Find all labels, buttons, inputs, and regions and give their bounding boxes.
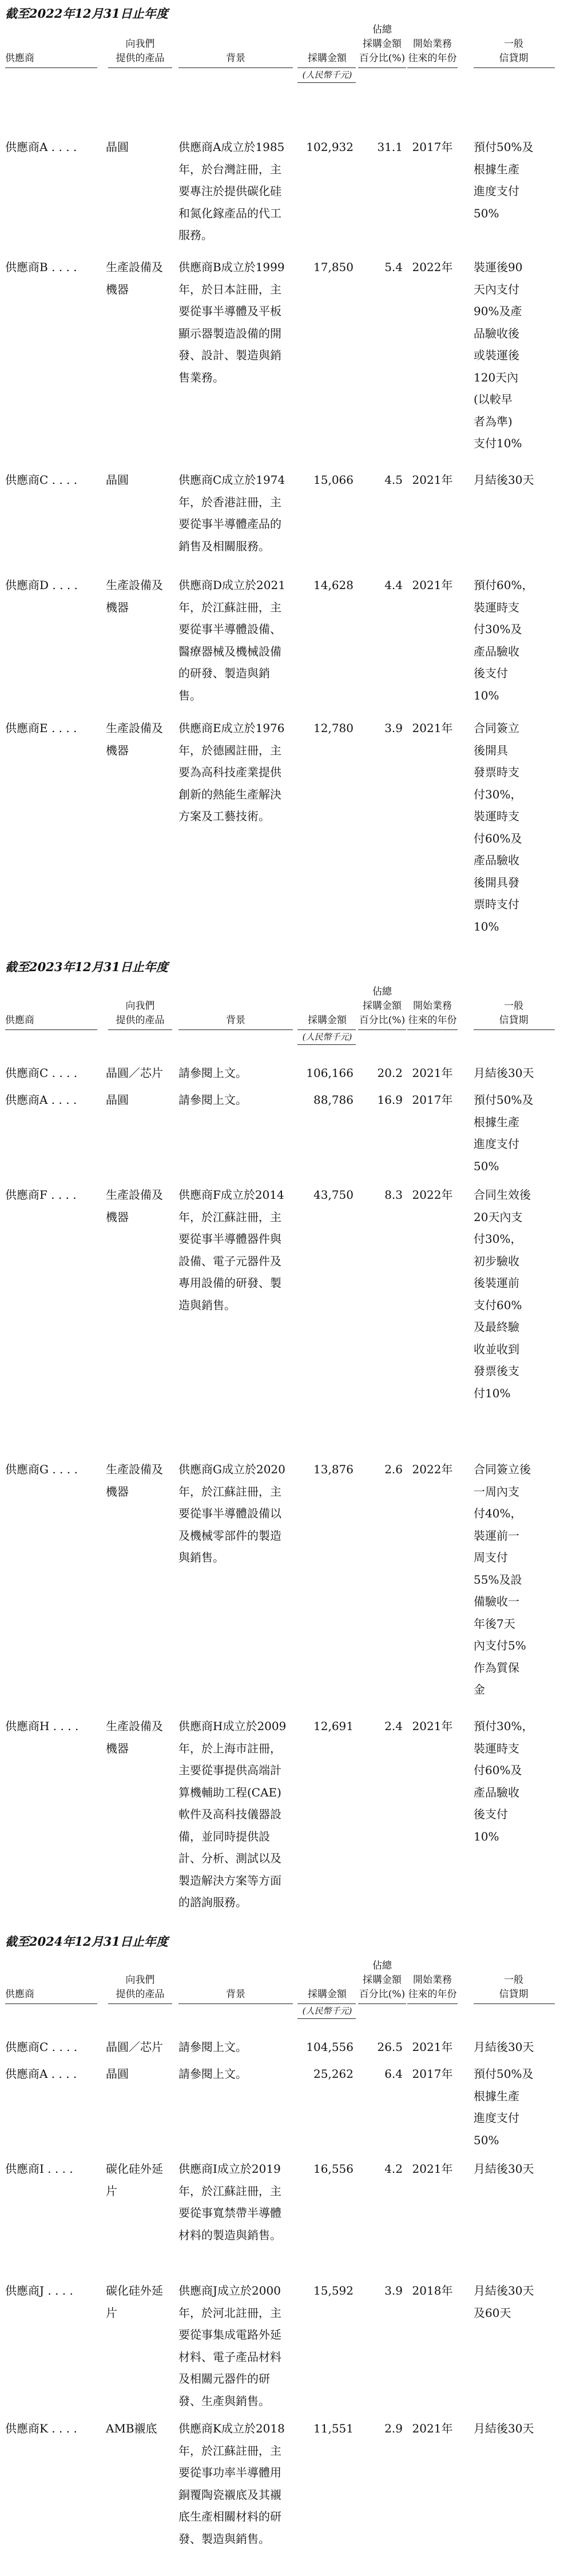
purchase-amount: 11,551 (313, 2422, 353, 2435)
supplier-name: 供應商I . . . . (5, 2162, 73, 2176)
background-line: 的研發、製造與銷 (178, 666, 270, 680)
background-line: 年，於河北註冊，主 (178, 2305, 281, 2320)
supplier-name: 供應商B . . . . (5, 260, 77, 274)
purchase-pct: 6.4 (384, 2067, 403, 2081)
background-line: 及機械零部件的製造 (178, 1528, 281, 1543)
background-line: 年，於德國註冊，主 (178, 743, 281, 757)
background-line: 備，並同時提供設 (178, 1829, 270, 1843)
credit-term-line: 產品驗收 (474, 1785, 519, 1799)
start-year: 2021年 (412, 578, 453, 592)
header-year-line: 往來的年份 (408, 1989, 457, 2000)
header-background: 背景 (226, 53, 245, 64)
credit-term-line: 合同簽立 (474, 721, 519, 735)
credit-term-line: 根據生產 (474, 1115, 519, 1129)
background-line: 年，於江蘇註冊，主 (178, 1210, 281, 1224)
background-line: 及相關元器件的研 (178, 2372, 270, 2386)
header-rule (407, 2003, 458, 2004)
supplier-name: 供應商C . . . . (5, 1066, 78, 1080)
header-purchase: 採購金額 (308, 1989, 347, 2000)
purchase-pct: 26.5 (377, 2040, 403, 2054)
background-line: 要從事半導體器件與 (178, 1232, 281, 1246)
background-line: 創新的熱能生產解決 (178, 787, 281, 801)
background-line: 底生產相關材料的研 (178, 2510, 281, 2523)
background-line: 方案及工藝技術。 (178, 809, 270, 823)
header-background: 背景 (226, 1989, 245, 2000)
header-purchase: 採購金額 (308, 1015, 347, 1026)
credit-term-line: 進度支付 (474, 1137, 519, 1151)
header-pct-line: 佔總 (372, 1960, 392, 1971)
credit-term-line: 付30%及 (474, 622, 522, 636)
supplier-name: 供應商J . . . . (5, 2284, 73, 2297)
credit-term-line: 進度支付 (474, 2111, 519, 2125)
start-year: 2021年 (412, 2162, 453, 2176)
background-line: 請參閱上文。 (178, 2067, 247, 2081)
header-product-line: 向我們 (125, 38, 155, 50)
header-pct-line: 百分比(%) (359, 53, 406, 64)
credit-term-line: 收並收到 (474, 1342, 519, 1356)
credit-term-line: 備驗收一 (474, 1595, 519, 1608)
supplier-name: 供應商A . . . . (5, 2067, 77, 2081)
background-line: 要專注於提供碳化硅 (178, 184, 281, 198)
product-line: 機器 (106, 1484, 129, 1498)
credit-term-line: 合同生效後 (474, 1188, 531, 1202)
credit-term-line: 內支付5% (474, 1639, 526, 1652)
background-line: 供應商C成立於1974 (178, 473, 285, 487)
header-supplier: 供應商 (5, 1015, 34, 1026)
background-line: 材料的製造與銷售。 (178, 2228, 281, 2242)
supplier-name: 供應商K . . . . (5, 2422, 77, 2435)
background-line: 銅覆陶瓷襯底及其襯 (178, 2487, 281, 2502)
header-rule (178, 1029, 293, 1030)
background-line: 要從事半導體產品的 (178, 517, 281, 531)
product-line: AMB襯底 (106, 2422, 157, 2435)
background-line: 要從事半導體設備、 (178, 622, 281, 636)
background-line: 售。 (178, 688, 201, 702)
credit-term-line: 根據生產 (474, 2089, 519, 2103)
background-line: 年，於日本註冊，主 (178, 282, 281, 296)
header-product-line: 向我們 (125, 1000, 155, 1012)
background-line: 年，於江蘇註冊，主 (178, 2184, 281, 2198)
background-line: 供應商G成立於2020 (178, 1462, 285, 1476)
header-product-line: 提供的產品 (116, 53, 165, 64)
credit-term-line: 支付10% (474, 436, 522, 450)
product-line: 機器 (106, 1741, 129, 1755)
product-line: 晶圓／芯片 (106, 1066, 163, 1080)
credit-term-line: 及最終驗 (474, 1320, 519, 1334)
purchase-amount: 16,556 (313, 2162, 353, 2176)
header-credit-line: 信貸期 (499, 53, 529, 64)
start-year: 2021年 (412, 2040, 453, 2054)
supplier-name: 供應商C . . . . (5, 2040, 78, 2054)
header-rule (5, 2003, 97, 2004)
credit-term-line: 20天內支 (474, 1210, 523, 1224)
background-line: 供應商I成立於2019 (178, 2162, 281, 2176)
supplier-name: 供應商E . . . . (5, 721, 77, 735)
purchase-amount: 15,592 (313, 2284, 353, 2297)
supplier-name: 供應商A . . . . (5, 140, 77, 154)
credit-term-line: 後支付 (474, 1807, 508, 1821)
background-line: 年，於江蘇註冊，主 (178, 600, 281, 614)
credit-term-line: 預付60%， (474, 578, 534, 592)
background-line: 供應商J成立於2000 (178, 2284, 281, 2297)
product-line: 晶圓 (106, 1093, 129, 1107)
start-year: 2021年 (412, 1719, 453, 1733)
supplier-name: 供應商H . . . . (5, 1719, 79, 1733)
background-line: 要為高科技產業提供 (178, 765, 281, 779)
credit-term-line: 月結後30天 (474, 473, 534, 487)
credit-term-line: 進度支付 (474, 184, 519, 198)
background-line: 發、製造與銷售。 (178, 2531, 270, 2546)
credit-term-line: 月結後30天 (474, 2422, 534, 2435)
supplier-name: 供應商C . . . . (5, 473, 78, 487)
purchase-amount: 25,262 (313, 2067, 353, 2081)
credit-term-line: 付10% (474, 1386, 511, 1400)
background-line: 供應商A成立於1985 (178, 140, 285, 154)
credit-term-line: 預付30%， (474, 1719, 534, 1733)
header-unit-note: (人民幣千元) (302, 70, 352, 80)
credit-term-line: 後開具發 (474, 875, 519, 889)
purchase-amount: 88,786 (313, 1093, 353, 1107)
section-title: 截至2024年12月31日止年度 (5, 1934, 168, 1949)
header-product-line: 提供的產品 (116, 1015, 165, 1026)
credit-term-line: 品驗收後 (474, 326, 519, 340)
background-line: 要從事功率半導體用 (178, 2466, 281, 2479)
background-line: 發、設計、製造與銷 (178, 348, 281, 362)
credit-term-line: 天內支付 (474, 282, 519, 296)
purchase-amount: 12,691 (313, 1719, 353, 1733)
credit-term-line: 120天內 (474, 370, 519, 384)
header-rule (407, 67, 458, 68)
background-line: 年，於上海市註冊， (178, 1741, 281, 1755)
credit-term-line: 月結後30天 (474, 1066, 534, 1080)
start-year: 2022年 (412, 260, 453, 274)
credit-term-line: 裝運時支 (474, 809, 519, 823)
header-rule (108, 2003, 172, 2004)
background-line: 軟件及高科技儀器設 (178, 1807, 281, 1821)
header-rule (297, 1029, 356, 1030)
header-rule (108, 1029, 172, 1030)
header-rule (178, 67, 293, 68)
background-line: 供應商F成立於2014 (178, 1188, 284, 1202)
background-line: 要從事半導體及平板 (178, 304, 281, 318)
background-line: 請參閱上文。 (178, 1093, 247, 1107)
header-pct-line: 百分比(%) (359, 1989, 406, 2000)
credit-term-line: 者為準) (474, 414, 513, 428)
supplier-name: 供應商G . . . . (5, 1462, 78, 1476)
header-product-line: 向我們 (125, 1974, 155, 1986)
start-year: 2022年 (412, 1462, 453, 1476)
header-purchase: 採購金額 (308, 53, 347, 64)
purchase-amount: 15,066 (313, 473, 353, 487)
credit-term-line: 或裝運後 (474, 348, 519, 362)
product-line: 機器 (106, 743, 129, 757)
credit-term-line: 後開具 (474, 743, 508, 757)
supplier-name: 供應商A . . . . (5, 1093, 77, 1107)
background-line: 要從事集成電路外延 (178, 2328, 281, 2342)
background-line: 材料、電子產品材料 (178, 2350, 281, 2364)
credit-term-line: 月結後30天 (474, 2284, 534, 2297)
purchase-amount: 106,166 (306, 1066, 353, 1080)
product-line: 機器 (106, 600, 129, 614)
credit-term-line: 產品驗收 (474, 644, 519, 658)
header-product-line: 提供的產品 (116, 1989, 165, 2000)
unit-rule (297, 1044, 356, 1045)
credit-term-line: 50% (474, 1159, 499, 1173)
background-line: 主要從事提供高端計 (178, 1763, 281, 1777)
purchase-pct: 20.2 (377, 1066, 403, 1080)
background-line: 年，於江蘇註冊，主 (178, 1484, 281, 1498)
credit-term-line: 10% (474, 688, 499, 702)
purchase-pct: 2.6 (384, 1462, 403, 1476)
product-line: 碳化硅外延 (106, 2284, 163, 2297)
unit-rule (297, 82, 356, 83)
background-line: 造與銷售。 (178, 1298, 236, 1312)
header-rule (178, 2003, 293, 2004)
purchase-amount: 102,932 (306, 140, 353, 154)
credit-term-line: 票時支付 (474, 897, 519, 911)
supplier-name: 供應商D . . . . (5, 578, 78, 592)
header-credit-line: 一般 (504, 1000, 523, 1012)
credit-term-line: 50% (474, 206, 499, 220)
credit-term-line: 月結後30天 (474, 2162, 534, 2176)
background-line: 和氮化鎵產品的代工 (178, 206, 281, 220)
section-title: 截至2023年12月31日止年度 (5, 960, 168, 974)
credit-term-line: 付30%， (474, 1232, 522, 1246)
background-line: 供應商H成立於2009 (178, 1719, 287, 1733)
purchase-pct: 2.4 (384, 1719, 403, 1733)
product-line: 機器 (106, 1210, 129, 1224)
background-line: 計、分析、測試以及 (178, 1851, 281, 1865)
unit-rule (297, 2018, 356, 2019)
header-pct-line: 採購金額 (363, 1000, 402, 1012)
header-pct-line: 佔總 (372, 24, 392, 35)
background-line: 年，於香港註冊，主 (178, 495, 281, 509)
product-line: 生產設備及 (106, 1719, 163, 1733)
credit-term-line: (以較早 (474, 392, 513, 406)
header-rule (358, 1029, 406, 1030)
background-line: 售業務。 (178, 370, 224, 384)
background-line: 醫療器械及機械設備 (178, 644, 281, 658)
credit-term-line: 裝運時支 (474, 1741, 519, 1755)
start-year: 2021年 (412, 1066, 453, 1080)
header-pct-line: 採購金額 (363, 1974, 402, 1986)
header-credit-line: 一般 (504, 1974, 523, 1986)
credit-term-line: 發票時支 (474, 765, 519, 779)
header-background: 背景 (226, 1015, 245, 1026)
product-line: 生產設備及 (106, 1462, 163, 1476)
background-line: 顯示器製造設備的開 (178, 326, 281, 340)
credit-term-line: 付60%及 (474, 1763, 522, 1777)
credit-term-line: 及60天 (474, 2305, 511, 2320)
header-year-line: 開始業務 (413, 38, 452, 50)
product-line: 晶圓／芯片 (106, 2040, 163, 2054)
header-year-line: 開始業務 (413, 1974, 452, 1986)
credit-term-line: 10% (474, 919, 499, 933)
supplier-name: 供應商F . . . . (5, 1188, 77, 1202)
product-line: 生產設備及 (106, 1188, 163, 1202)
header-rule (474, 2003, 555, 2004)
credit-term-line: 根據生產 (474, 162, 519, 176)
product-line: 機器 (106, 282, 129, 296)
product-line: 生產設備及 (106, 721, 163, 735)
section-title: 截至2022年12月31日止年度 (5, 6, 168, 21)
product-line: 晶圓 (106, 473, 129, 487)
product-line: 片 (106, 2305, 117, 2320)
credit-term-line: 10% (474, 1829, 499, 1843)
background-line: 供應商E成立於1976 (178, 721, 285, 735)
header-rule (5, 1029, 97, 1030)
credit-term-line: 金 (474, 1683, 485, 1696)
header-year-line: 往來的年份 (408, 1015, 457, 1026)
background-line: 製造解決方案等方面 (178, 1873, 281, 1887)
purchase-pct: 4.4 (384, 578, 403, 592)
purchase-pct: 4.5 (384, 473, 403, 487)
background-line: 設備、電子元器件及 (178, 1254, 281, 1268)
start-year: 2021年 (412, 473, 453, 487)
background-line: 發、生產與銷售。 (178, 2394, 270, 2408)
background-line: 供應商B成立於1999 (178, 260, 285, 274)
credit-term-line: 付40%， (474, 1506, 522, 1520)
purchase-amount: 17,850 (313, 260, 353, 274)
product-line: 晶圓 (106, 140, 129, 154)
credit-term-line: 發票後支 (474, 1364, 519, 1378)
product-line: 生產設備及 (106, 260, 163, 274)
purchase-pct: 4.2 (384, 2162, 403, 2176)
purchase-amount: 43,750 (313, 1188, 353, 1202)
credit-term-line: 付60%及 (474, 831, 522, 845)
start-year: 2017年 (412, 140, 453, 154)
header-pct-line: 佔總 (372, 986, 392, 997)
header-rule (358, 67, 406, 68)
purchase-amount: 13,876 (313, 1462, 353, 1476)
header-rule (108, 67, 172, 68)
credit-term-line: 產品驗收 (474, 853, 519, 867)
header-rule (5, 67, 97, 68)
credit-term-line: 合同簽立後 (474, 1462, 531, 1476)
header-rule (474, 67, 555, 68)
header-supplier: 供應商 (5, 53, 34, 64)
header-unit-note: (人民幣千元) (302, 2006, 352, 2016)
credit-term-line: 後裝運前 (474, 1276, 519, 1290)
start-year: 2021年 (412, 721, 453, 735)
product-line: 晶圓 (106, 2067, 129, 2081)
credit-term-line: 預付50%及 (474, 140, 534, 154)
credit-term-line: 一周內支 (474, 1484, 519, 1498)
header-year-line: 開始業務 (413, 1000, 452, 1012)
background-line: 銷售及相關服務。 (178, 539, 270, 553)
header-rule (474, 1029, 555, 1030)
credit-term-line: 後支付 (474, 666, 508, 680)
purchase-pct: 3.9 (384, 2284, 403, 2297)
credit-term-line: 月結後30天 (474, 2040, 534, 2054)
header-credit-line: 信貸期 (499, 1015, 529, 1026)
header-rule (407, 1029, 458, 1030)
header-supplier: 供應商 (5, 1989, 34, 2000)
background-line: 供應商K成立於2018 (178, 2422, 285, 2435)
purchase-amount: 104,556 (306, 2040, 353, 2054)
credit-term-line: 50% (474, 2133, 499, 2147)
background-line: 請參閱上文。 (178, 1066, 247, 1080)
start-year: 2021年 (412, 2422, 453, 2435)
header-rule (297, 2003, 356, 2004)
background-line: 的諮詢服務。 (178, 1895, 247, 1909)
header-pct-line: 採購金額 (363, 38, 402, 50)
header-credit-line: 信貸期 (499, 1989, 529, 2000)
start-year: 2018年 (412, 2284, 453, 2297)
purchase-pct: 8.3 (384, 1188, 403, 1202)
start-year: 2022年 (412, 1188, 453, 1202)
header-year-line: 往來的年份 (408, 53, 457, 64)
start-year: 2017年 (412, 2067, 453, 2081)
credit-term-line: 裝運時支 (474, 600, 519, 614)
background-line: 與銷售。 (178, 1551, 224, 1564)
credit-term-line: 周支付 (474, 1551, 508, 1564)
credit-term-line: 預付50%及 (474, 2067, 534, 2081)
header-credit-line: 一般 (504, 38, 523, 50)
product-line: 片 (106, 2184, 117, 2198)
credit-term-line: 支付60% (474, 1298, 522, 1312)
credit-term-line: 預付50%及 (474, 1093, 534, 1107)
purchase-amount: 12,780 (313, 721, 353, 735)
credit-term-line: 作為質保 (474, 1660, 519, 1675)
purchase-pct: 5.4 (384, 260, 403, 274)
purchase-amount: 14,628 (313, 578, 353, 592)
header-unit-note: (人民幣千元) (302, 1032, 352, 1042)
header-rule (297, 67, 356, 68)
credit-term-line: 55%及設 (474, 1572, 522, 1587)
purchase-pct: 31.1 (377, 140, 403, 154)
background-line: 年，於江蘇註冊，主 (178, 2443, 281, 2458)
background-line: 專用設備的研發、製 (178, 1276, 281, 1290)
start-year: 2017年 (412, 1093, 453, 1107)
purchase-pct: 2.9 (384, 2422, 403, 2435)
credit-term-line: 裝運後90 (474, 260, 523, 274)
header-rule (358, 2003, 406, 2004)
credit-term-line: 90%及產 (474, 304, 522, 318)
background-line: 服務。 (178, 228, 213, 242)
credit-term-line: 初步驗收 (474, 1254, 519, 1268)
credit-term-line: 年後7天 (474, 1616, 515, 1631)
background-line: 請參閱上文。 (178, 2040, 247, 2054)
header-pct-line: 百分比(%) (359, 1015, 406, 1026)
background-line: 年，於台灣註冊，主 (178, 162, 281, 176)
credit-term-line: 付30%， (474, 787, 522, 801)
purchase-pct: 3.9 (384, 721, 403, 735)
background-line: 供應商D成立於2021 (178, 578, 285, 592)
credit-term-line: 裝運前一 (474, 1528, 519, 1543)
background-line: 要從事寬禁帶半導體 (178, 2206, 281, 2220)
purchase-pct: 16.9 (377, 1093, 403, 1107)
product-line: 生產設備及 (106, 578, 163, 592)
product-line: 碳化硅外延 (106, 2162, 163, 2176)
background-line: 算機輔助工程(CAE) (178, 1785, 281, 1799)
background-line: 要從事半導體設備以 (178, 1506, 281, 1520)
